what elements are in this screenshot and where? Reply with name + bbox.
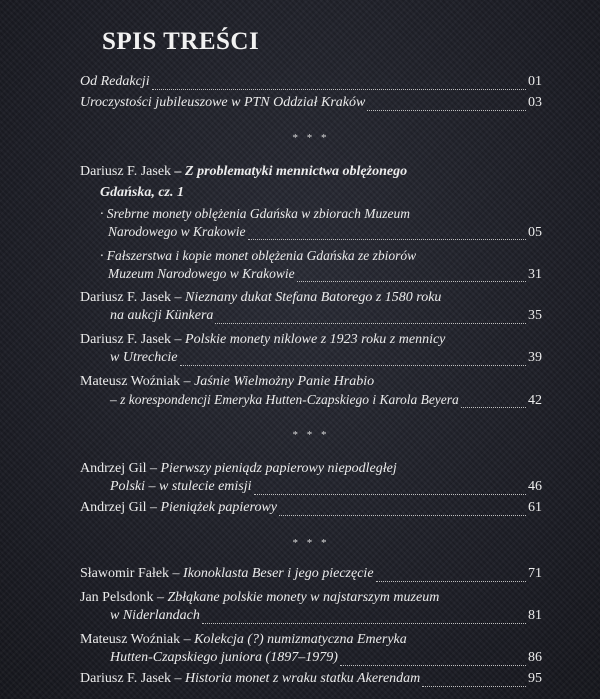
toc-subentry[interactable] xyxy=(80,266,542,287)
section-separator: * * * xyxy=(292,429,330,441)
entry-dash: – xyxy=(180,632,195,647)
entry-title-cont: na aukcji Künkera xyxy=(110,308,214,323)
subentry-title[interactable]: · Fałszerstwa i kopie monet oblężenia Gdańska ze zbiorów xyxy=(100,248,417,263)
entry-title-cont: Muzeum Narodowego w Krakowie xyxy=(108,266,295,281)
toc-entry-cont[interactable] xyxy=(80,308,542,329)
entry-title: Pieniążek papierowy xyxy=(160,500,277,515)
entry-dash: – xyxy=(153,590,168,605)
toc-entry-cont[interactable] xyxy=(80,350,542,371)
toc-entry[interactable] xyxy=(80,587,542,608)
toc-subentry[interactable] xyxy=(80,224,542,245)
entry-author: Jan Pelsdonk xyxy=(80,590,154,605)
toc-entry[interactable] xyxy=(80,161,542,182)
toc-entry[interactable] xyxy=(80,371,542,392)
entry-author: Sławomir Fałek xyxy=(80,566,170,581)
page-number: 95 xyxy=(528,671,542,686)
entry-title-cont: Gdańska, cz. 1 xyxy=(100,185,185,200)
entry-title: Nieznany dukat Stefana Batorego z 1580 roku xyxy=(185,290,442,305)
entry-author: Mateusz Woźniak xyxy=(80,632,181,647)
entry-dash: – xyxy=(169,566,184,581)
page-number: 46 xyxy=(528,479,542,494)
dot-leader xyxy=(215,322,526,324)
entry-dash: – xyxy=(180,374,195,389)
entry-author: Dariusz F. Jasek xyxy=(80,671,172,686)
toc-entry[interactable] xyxy=(80,74,542,95)
entry-title: Pierwszy pieniądz papierowy niepodległej xyxy=(160,461,397,476)
toc-entry-cont[interactable] xyxy=(80,650,542,671)
dot-leader xyxy=(376,580,526,582)
dot-leader xyxy=(248,238,526,240)
toc-entry[interactable] xyxy=(80,566,542,587)
dot-leader xyxy=(279,514,526,516)
toc-entry[interactable] xyxy=(80,629,542,650)
entry-author: Dariusz F. Jasek xyxy=(80,290,172,305)
toc-entry-cont[interactable] xyxy=(80,392,542,413)
dot-leader xyxy=(180,364,526,366)
entry-dash: – xyxy=(171,164,186,179)
page-title: SPIS TREŚCI xyxy=(102,28,260,55)
toc-entry[interactable] xyxy=(80,671,542,692)
entry-title: Od Redakcji xyxy=(80,74,150,89)
entry-title: Polskie monety niklowe z 1923 roku z mennicy xyxy=(185,332,446,347)
entry-author: Andrzej Gil xyxy=(80,500,147,515)
entry-title: Uroczystości jubileuszowe w PTN Oddział Kraków xyxy=(80,95,366,110)
entry-title: Historia monet z wraku statku Akerendam xyxy=(185,671,421,686)
toc-entry-cont[interactable] xyxy=(80,608,542,629)
dot-leader xyxy=(297,280,526,282)
entry-title-cont: Hutten-Czapskiego juniora (1897–1979) xyxy=(110,650,338,665)
entry-dash: – xyxy=(146,461,161,476)
dot-leader xyxy=(254,493,526,495)
dot-leader xyxy=(461,406,526,408)
dot-leader xyxy=(422,685,526,687)
table-of-contents xyxy=(80,74,542,692)
page-number: 81 xyxy=(528,608,542,623)
section-separator: * * * xyxy=(292,537,330,549)
entry-title-cont: Narodowego w Krakowie xyxy=(108,224,246,239)
toc-entry[interactable] xyxy=(80,500,542,521)
page-number: 05 xyxy=(528,225,542,240)
page-number: 31 xyxy=(528,267,542,282)
entry-author: Dariusz F. Jasek xyxy=(80,164,172,179)
page-number: 61 xyxy=(528,500,542,515)
entry-author: Dariusz F. Jasek xyxy=(80,332,172,347)
page-number: 42 xyxy=(528,393,542,408)
toc-entry-cont[interactable] xyxy=(80,479,542,500)
page-number: 03 xyxy=(528,95,542,110)
entry-title: Zbłąkane polskie monety w najstarszym muzeum xyxy=(167,590,440,605)
toc-entry[interactable] xyxy=(80,287,542,308)
entry-title: Z problematyki mennictwa oblężonego xyxy=(185,164,408,179)
dot-leader xyxy=(340,664,526,666)
entry-author: Andrzej Gil xyxy=(80,461,147,476)
subentry-title[interactable]: · Srebrne monety oblężenia Gdańska w zbiorach Muzeum xyxy=(100,206,410,221)
page-number: 01 xyxy=(528,74,542,89)
entry-title-cont: w Niderlandach xyxy=(110,608,200,623)
dot-leader xyxy=(152,88,526,90)
entry-title-cont: Polski – w stulecie emisji xyxy=(110,479,252,494)
page-number: 86 xyxy=(528,650,542,665)
entry-title: Jaśnie Wielmożny Panie Hrabio xyxy=(194,374,375,389)
toc-entry[interactable] xyxy=(80,95,542,116)
entry-dash: – xyxy=(171,332,186,347)
entry-title-cont: – z korespondencji Emeryka Hutten-Czapskiego i Karola Beyera xyxy=(110,392,459,407)
page-number: 35 xyxy=(528,308,542,323)
dot-leader xyxy=(202,622,526,624)
toc-entry[interactable] xyxy=(80,458,542,479)
section-separator: * * * xyxy=(292,132,330,144)
entry-title: Ikonoklasta Beser i jego pieczęcie xyxy=(183,566,374,581)
entry-author: Mateusz Woźniak xyxy=(80,374,181,389)
entry-title-cont: w Utrechcie xyxy=(110,350,178,365)
entry-dash: – xyxy=(171,671,186,686)
dot-leader xyxy=(367,109,526,111)
entry-dash: – xyxy=(171,290,186,305)
toc-entry[interactable] xyxy=(80,329,542,350)
entry-dash: – xyxy=(146,500,161,515)
entry-title: Kolekcja (?) numizmatyczna Emeryka xyxy=(194,632,407,647)
page-number: 39 xyxy=(528,350,542,365)
page-number: 71 xyxy=(528,566,542,581)
